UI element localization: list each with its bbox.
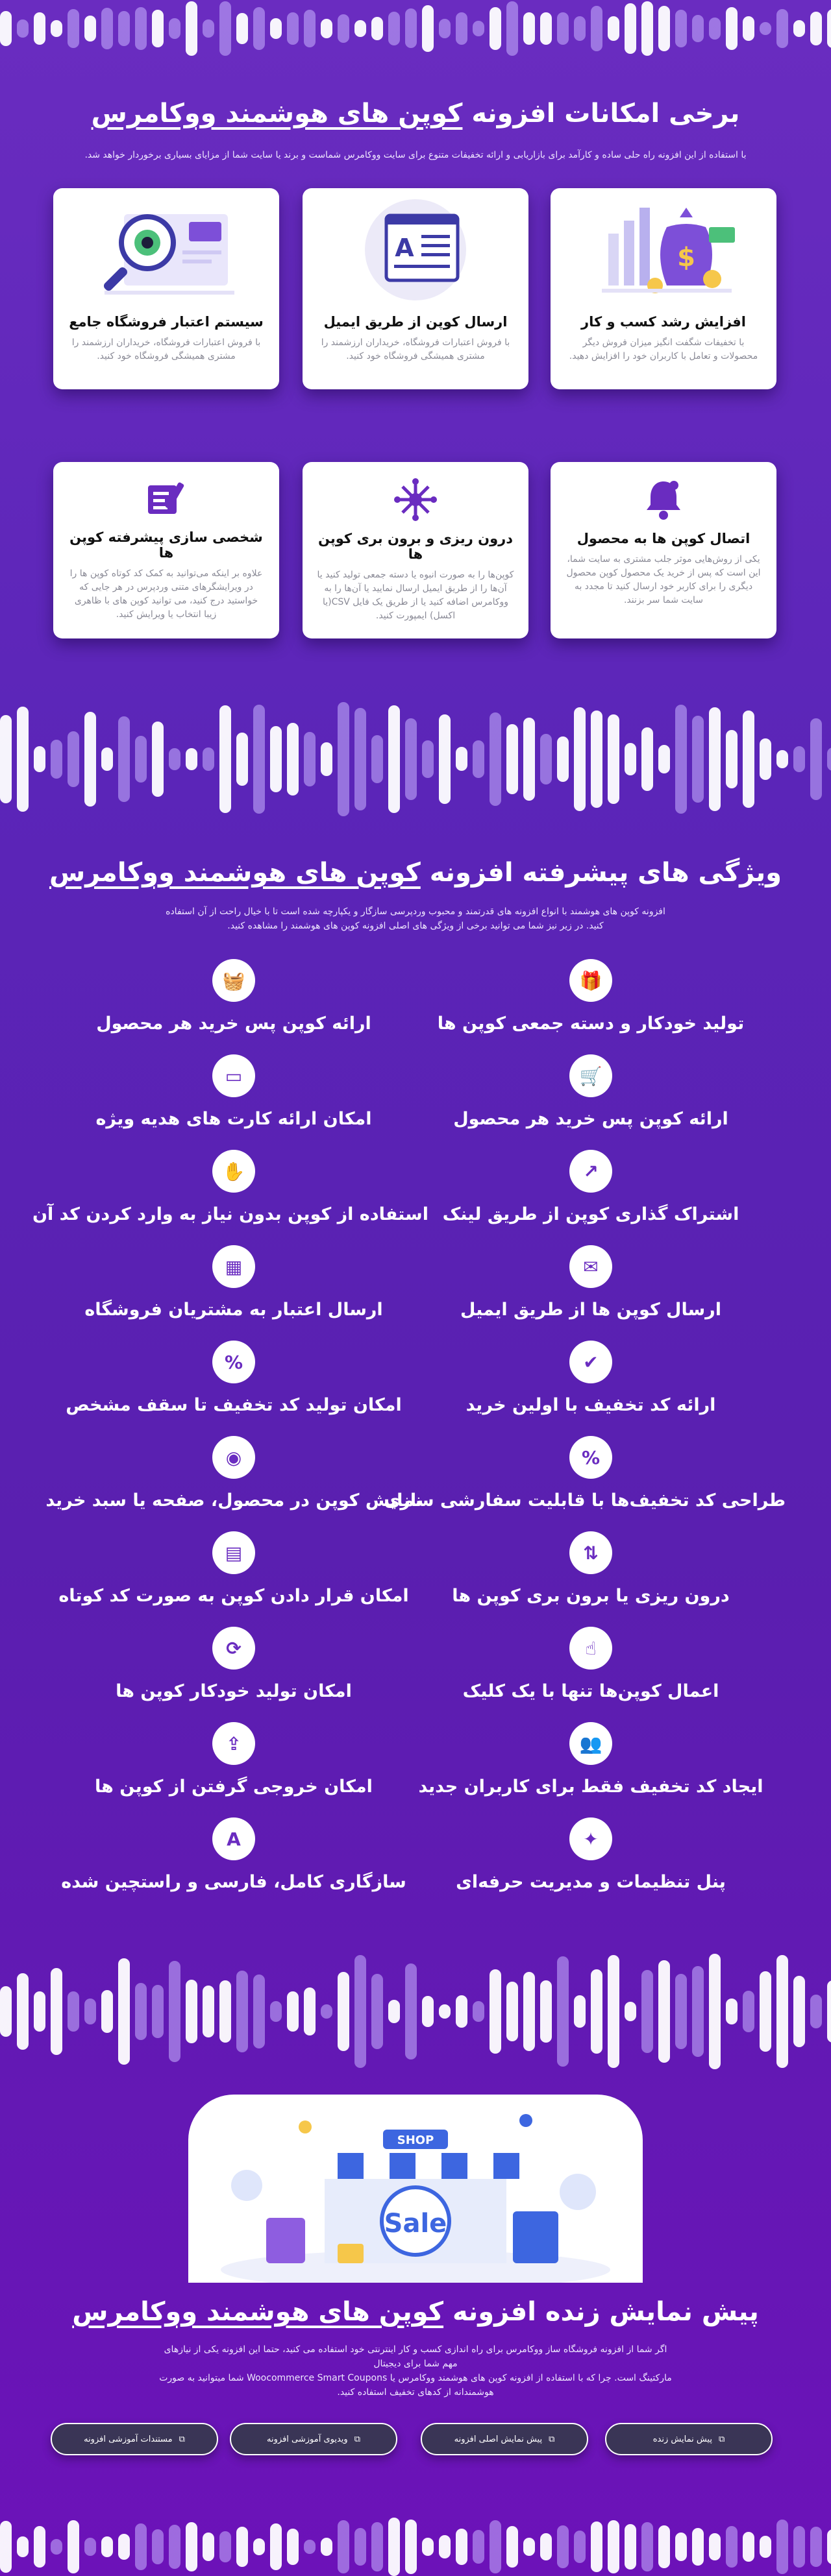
card-text: علاوه بر اینکه می‌توانید به کمک کد کوتاه کوپن ها را در ویرایشگرهای متنی وردپرس در هر جایی که خواستید درج کنید، می توانید کوپن های با ظاهری زیبا انتخاب یا ویرایش کنید. bbox=[69, 568, 263, 620]
cart-icon: 🛒 bbox=[569, 1054, 612, 1097]
section3-description: اگر شما از افزونه فروشگاه ساز ووکامرس برای راه اندازی کسب و کار اینترنتی خود استفاده می کنید، حتما این افزونه یکی از نیازهای مهم شما برای دیجیتال مارکتینگ است. چرا که با استفاده از افزونه کوپن های هوشمند ووکامرس یا Woocommerce Smart Coupons شما میتوانید به صورت هوشمندانه از کدهای تخفیف استفاده کنید. bbox=[159, 2344, 672, 2398]
file-code-icon: ▤ bbox=[212, 1531, 255, 1574]
top-wave-decoration bbox=[0, 0, 831, 57]
feature-item bbox=[39, 1436, 428, 1511]
section2-title: ویژگی های پیشرفته افزونه کوپن های هوشمند ووکامرس bbox=[49, 858, 782, 888]
card-product-coupon bbox=[551, 462, 776, 638]
eye-icon: ◉ bbox=[212, 1436, 255, 1479]
external-link-icon: ⧉ bbox=[718, 2434, 725, 2444]
middle-wave-decoration bbox=[0, 701, 831, 818]
feature-label: ارسال اعتبار به مشتریان فروشگاه bbox=[84, 1300, 383, 1320]
feature-label: اعمال کوپن‌ها تنها با یک کلیک bbox=[462, 1681, 719, 1701]
sale-shop-icon bbox=[188, 2095, 643, 2283]
percent-pen-icon: % bbox=[569, 1436, 612, 1479]
feature-label: ارائه کوپن پس خرید هر محصول bbox=[453, 1109, 728, 1129]
section1-title: برخی امکانات افزونه کوپن های هوشمند ووکامرس bbox=[91, 99, 740, 128]
documentation-button[interactable]: ⧉ مستندات آموزشی افزونه bbox=[51, 2423, 218, 2455]
feature-item bbox=[39, 1245, 428, 1320]
card-title: درون ریزی و برون بری کوپن ها bbox=[317, 531, 514, 562]
language-icon: A bbox=[212, 1817, 255, 1860]
card-title: شخصی سازی پیشرفته کوپن ها bbox=[69, 529, 263, 561]
feature-label: ارائه کوپن پس خرید هر محصول bbox=[96, 1014, 371, 1034]
bell-icon bbox=[644, 478, 683, 522]
tutorial-video-button[interactable]: ⧉ ویدیوی آموزشی افزونه bbox=[230, 2423, 397, 2455]
feature-label: پنل تنظیمات و مدیریت حرفه‌ای bbox=[456, 1872, 726, 1892]
lower-wave-decoration bbox=[0, 1953, 831, 2070]
shop-sign-text: SHOP bbox=[397, 2133, 434, 2147]
feature-item bbox=[384, 1436, 786, 1511]
feature-item bbox=[396, 1150, 786, 1224]
section2-description: افزونه کوپن های هوشمند با انواع افزونه های قدرتمند و محبوب وردپرسی سازگار و یکپارچه شده است تا با خیال راحت از آن استفاده کنید. در زیر نیز شما می توانید برخی از ویژگی های اصلی افزونه کوپن های هوشمند را مشاهده کنید. bbox=[166, 906, 665, 931]
external-link-icon: ⧉ bbox=[179, 2434, 185, 2444]
click-icon: ☝ bbox=[569, 1627, 612, 1670]
feature-item bbox=[396, 959, 786, 1034]
molecule-icon bbox=[393, 478, 438, 522]
feature-item bbox=[396, 1722, 786, 1797]
feature-item bbox=[39, 959, 428, 1034]
feature-item bbox=[39, 1817, 428, 1892]
user-check-icon: ✔ bbox=[569, 1341, 612, 1383]
feature-label: درون ریزی یا برون بری کوپن ها bbox=[452, 1586, 730, 1606]
feature-label: طراحی کد تخفیف‌ها با قابلیت سفارشی سازی bbox=[384, 1490, 786, 1511]
feature-item bbox=[396, 1054, 786, 1129]
percent-icon: % bbox=[212, 1341, 255, 1383]
feature-item bbox=[32, 1150, 428, 1224]
basket-icon: 🧺 bbox=[212, 959, 255, 1002]
feature-label: نمایش کوپن در محصول، صفحه یا سبد خرید bbox=[45, 1490, 422, 1511]
feature-item bbox=[39, 1722, 428, 1797]
main-preview-button[interactable]: ⧉ پیش نمایش اصلی افزونه bbox=[421, 2423, 588, 2455]
magnifier-eye-icon bbox=[85, 188, 247, 305]
card-store-credit bbox=[53, 188, 279, 389]
svg-text:A: A bbox=[395, 234, 414, 262]
feature-item bbox=[39, 1627, 428, 1701]
card-text: کوپن‌ها را به صورت انبوه یا دسته جمعی تولید کنید یا آن‌ها را از طریق ایمیل ارسال نمایید یا آن‌ها را به ووکامرس اضافه کنید یا از طریق یک فایل CSV(یا اکسل) ایمپورت کنید. bbox=[317, 570, 514, 621]
bottom-wave-decoration bbox=[0, 2518, 831, 2576]
feature-label: ایجاد کد تخفیف فقط برای کاربران جدید bbox=[418, 1777, 763, 1797]
feature-item bbox=[396, 1341, 786, 1415]
section1-description: با استفاده از این افزونه راه حلی ساده و کارآمد برای بازاریابی و ارائه تخفیفات متنوع برای سایت ووکامرس شماست و برند یا سایت شما از مزایای بسیاری برخوردار خواهد شد. bbox=[84, 150, 747, 160]
section3-title: پیش نمایش زنده افزونه کوپن های هوشمند ووکامرس bbox=[72, 2297, 759, 2327]
card-customization bbox=[53, 462, 279, 638]
export-icon: ⇪ bbox=[212, 1722, 255, 1765]
newsletter-icon bbox=[334, 188, 497, 305]
feature-label: اشتراک گذاری کوپن از طریق لینک bbox=[442, 1204, 739, 1224]
feature-label: امکان خروجی گرفتن از کوپن ها bbox=[95, 1777, 373, 1797]
users-icon: 👥 bbox=[569, 1722, 612, 1765]
sale-text: Sale bbox=[384, 2209, 447, 2239]
money-bags-icon bbox=[582, 188, 745, 305]
feature-item bbox=[396, 1817, 786, 1892]
feature-label: سازگاری کامل، فارسی و راستچین شده bbox=[61, 1872, 406, 1892]
card-business-growth bbox=[551, 188, 776, 389]
card-text: با فروش اعتبارات فروشگاه، خریداران ارزشمند را مشتری همیشگی فروشگاه خود کنید. bbox=[321, 337, 510, 361]
svg-text:$: $ bbox=[677, 243, 695, 273]
feature-item bbox=[39, 1341, 428, 1415]
feature-label: امکان تولید خودکار کوپن ها bbox=[116, 1681, 352, 1701]
design-edit-icon bbox=[145, 479, 187, 520]
sync-icon: ⟳ bbox=[212, 1627, 255, 1670]
share-icon: ↗ bbox=[569, 1150, 612, 1193]
feature-label: امکان تولید کد تخفیف تا سقف مشخص bbox=[66, 1395, 402, 1415]
card-text: با تخفیفات شگفت انگیز میزان فروش دیگر محصولات و تعامل با کاربران خود را افزایش دهید. bbox=[569, 337, 758, 361]
feature-label: تولید خودکار و دسته جمعی کوپن ها bbox=[437, 1014, 745, 1034]
feature-label: استفاده از کوپن بدون نیاز به وارد کردن کد آن bbox=[32, 1204, 428, 1224]
external-link-icon: ⧉ bbox=[354, 2434, 360, 2444]
card-title: افزایش رشد کسب و کار bbox=[581, 314, 746, 330]
import-export-icon: ⇅ bbox=[569, 1531, 612, 1574]
feature-item bbox=[396, 1627, 786, 1701]
live-preview-button[interactable]: ⧉ پیش نمایش زنده bbox=[605, 2423, 773, 2455]
card-title: سیستم اعتبار فروشگاه جامع bbox=[69, 314, 264, 330]
store-icon: ▦ bbox=[212, 1245, 255, 1288]
card-import-export bbox=[303, 462, 528, 638]
feature-label: ارسال کوپن ها از طریق ایمیل bbox=[460, 1300, 721, 1320]
shop-illustration bbox=[188, 2095, 643, 2283]
card-text: با فروش اعتبارات فروشگاه، خریداران ارزشمند را مشتری همیشگی فروشگاه خود کنید. bbox=[71, 337, 261, 361]
feature-label: امکان ارائه کارت های هدیه ویژه bbox=[95, 1109, 372, 1129]
feature-label: امکان قرار دادن کوپن به صورت کد کوتاه bbox=[58, 1586, 409, 1606]
card-text: یکی از روش‌هایی موثر جلب مشتری به سایت شما، این است که پس از خرید یک محصول کوپن محصول دیگری را برای کاربر خود ارسال کنید تا مجدد به سایت شما سر بزنند. bbox=[566, 554, 761, 605]
hand-icon: ✋ bbox=[212, 1150, 255, 1193]
feature-item bbox=[396, 1531, 786, 1606]
feature-item bbox=[39, 1531, 428, 1606]
card-icon: ▭ bbox=[212, 1054, 255, 1097]
card-title: اتصال کوپن ها به محصول bbox=[577, 531, 750, 546]
card-email-coupon bbox=[303, 188, 528, 389]
feature-item bbox=[396, 1245, 786, 1320]
email-icon: ✉ bbox=[569, 1245, 612, 1288]
feature-label: ارائه کد تخفیف با اولین خرید bbox=[465, 1395, 716, 1415]
wand-icon: ✦ bbox=[569, 1817, 612, 1860]
gift-icon: 🎁 bbox=[569, 959, 612, 1002]
card-title: ارسال کوپن از طریق ایمیل bbox=[323, 314, 508, 330]
external-link-icon: ⧉ bbox=[549, 2434, 555, 2444]
feature-item bbox=[39, 1054, 428, 1129]
